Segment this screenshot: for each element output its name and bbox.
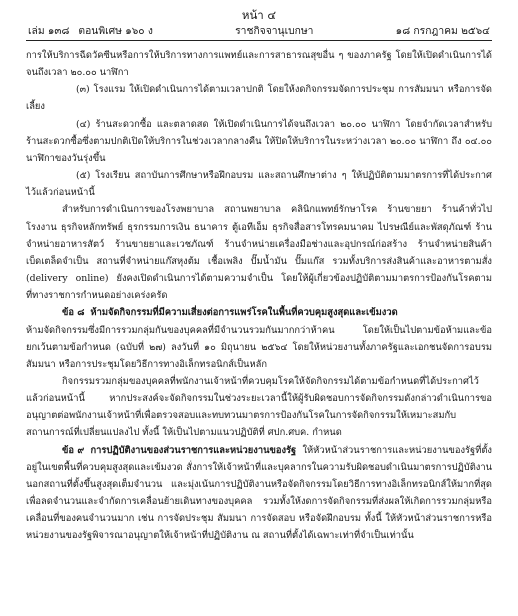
document-body	[26, 47, 492, 545]
item-4-convenience-store: (๔) ร้านสะดวกซื้อ และตลาดสด ให้เปิดดำเนินการได้จนถึงเวลา ๒๐.๐๐ นาฬิกา โดยจำกัดเวลาสำหรับร้านสะดวกซื้อซึ่งตามปกติเปิดให้บริการในช่วงเวลากลางคืน ให้ปิดให้บริการในระหว่างเวลา ๒๐.๐๐ นาฬิกา ถึง ๐๔.๐๐ นาฬิกาของวันรุ่งขึ้น	[26, 118, 492, 164]
paragraph-continuation: การให้บริการฉีดวัคซีนหรือการให้บริการทางการแพทย์และการสาธารณสุขอื่น ๆ ของภาครัฐ โดยให้เปิดดำเนินการได้จนถึงเวลา ๒๐.๐๐ นาฬิกา	[26, 50, 492, 79]
gazette-header	[26, 24, 492, 40]
section-8-title: ห้ามจัดกิจกรรมที่มีความเสี่ยงต่อการแพร่โรคในพื้นที่ควบคุมสูงสุดและเข้มงวด	[90, 307, 398, 319]
paragraph-group-activities: กิจกรรมรวมกลุ่มของบุคคลที่พนักงานเจ้าหน้าที่ควบคุมโรคให้จัดกิจกรรมได้ตามข้อกำหนดที่ได้ประกาศไว้แล้วก่อนหน้านี้ หากประสงค์จะจัดกิจกรรมในช่วงระยะเวลานี้ให้ผู้รับผิดชอบการจัดกิจกรรมดังกล่าวดำเนินการขออนุญาตต่อพนักงานเจ้าหน้าที่เพื่อตรวจสอบและทบทวนมาตรการป้องกันโรคในการจัดกิจกรรมให้เหมาะสมกับสถานการณ์ที่เปลี่ยนแปลงไป ทั้งนี้ ให้เป็นไปตามแนวปฏิบัติที่ ศปก.ศบค. กำหนด	[26, 375, 492, 439]
paragraph-exemptions: สำหรับการดำเนินการของโรงพยาบาล สถานพยาบาล คลินิกแพทย์รักษาโรค ร้านขายยา ร้านค้าทั่วไป โรงงาน ธุรกิจหลักทรัพย์ ธุรกรรมการเงิน ธนาคาร ตู้เอทีเอ็ม ธุรกิจสื่อสารโทรคมนาคม ไปรษณีย์และพัสดุภัณฑ์ ร้านจำหน่ายอาหารสัตว์ ร้านขายยาและเวชภัณฑ์ ร้านจำหน่ายเครื่องมือช่างและอุปกรณ์ก่อสร้าง ร้านจำหน่ายสินค้าเบ็ดเตล็ดจำเป็น สถานที่จำหน่ายแก๊สหุงต้ม เชื้อเพลิง ปั๊มน้ำมัน ปั๊มแก๊ส รวมทั้งบริการส่งสินค้าและอาหารตามสั่ง (delivery online) ยังคงเปิดดำเนินการได้ตามความจำเป็น โดยให้ผู้เกี่ยวข้องปฏิบัติตามมาตรการป้องกันโรคตามที่ทางราชการกำหนดอย่างเคร่งครัด	[26, 204, 492, 302]
section-9-title: การปฏิบัติงานของส่วนราชการและหน่วยงานของรัฐ	[90, 444, 297, 456]
item-3-hotel: (๓) โรงแรม ให้เปิดดำเนินการได้ตามเวลาปกติ โดยให้งดกิจกรรมจัดการประชุม การสัมมนา หรือการจัดเลี้ยง	[26, 84, 492, 113]
section-8-text: ห้ามจัดกิจกรรมซึ่งมีการรวมกลุ่มกันของบุคคลที่มีจำนวนรวมกันมากกว่าห้าคน โดยให้เป็นไปตามข้อห้ามและข้อยกเว้นตามข้อกำหนด (ฉบับที่ ๒๗) ลงวันที่ ๑๐ มิถุนายน ๒๕๖๔ โดยให้หน่วยงานทั้งภาครัฐและเอกชนจัดการอบรม สัมมนา หรือการประชุมโดยวิธีการทางอิเล็กทรอนิกส์เป็นหลัก	[26, 324, 492, 370]
issue-date: ๑๘ กรกฎาคม ๒๕๖๔	[395, 25, 490, 37]
page-number: หน้า ๔	[241, 8, 277, 22]
section-9-text: ให้หัวหน้าส่วนราชการและหน่วยงานของรัฐที่ตั้งอยู่ในเขตพื้นที่ควบคุมสูงสุดและเข้มงวด สั่งการให้เจ้าหน้าที่และบุคลากรในความรับผิดชอบดำเนินมาตรการปฏิบัติงานนอกสถานที่ตั้งขึ้นสูงสุดเต็มจำนวน และมุ่งเน้นการปฏิบัติงานหรือจัดกิจกรรมโดยวิธีการทางอิเล็กทรอนิกส์ให้มากที่สุด เพื่อลดจำนวนและจำกัดการเคลื่อนย้ายเดินทางของบุคคล รวมทั้งให้งดการจัดกิจกรรมที่ส่งผลให้เกิดการรวมกลุ่มหรือเคลื่อนที่ของคนจำนวนมาก เช่น การจัดประชุม สัมมนา การจัดสอบ หรือจัดฝึกอบรม ทั้งนี้ ให้หัวหน้าส่วนราชการหรือหน่วยงานของรัฐพิจารณาอนุญาตให้เจ้าหน้าที่ปฏิบัติงาน ณ สถานที่ตั้งได้เฉพาะเท่าที่จำเป็นเท่านั้น	[26, 444, 492, 542]
gazette-name: ราชกิจจานุเบกษา	[235, 25, 314, 37]
header-rule	[26, 40, 492, 41]
volume-label: เล่ม ๑๓๘	[28, 25, 70, 37]
item-5-school: (๕) โรงเรียน สถาบันการศึกษาหรือฝึกอบรม และสถานศึกษาต่าง ๆ ให้ปฏิบัติตามมาตรการที่ได้ประกาศไว้แล้วก่อนหน้านี้	[26, 170, 492, 199]
section-8-number: ข้อ ๘	[62, 307, 85, 319]
special-issue-label: ตอนพิเศษ ๑๖๐ ง	[78, 25, 153, 37]
section-9	[26, 442, 492, 545]
section-9-number: ข้อ ๙	[62, 444, 85, 456]
section-8	[26, 304, 492, 321]
